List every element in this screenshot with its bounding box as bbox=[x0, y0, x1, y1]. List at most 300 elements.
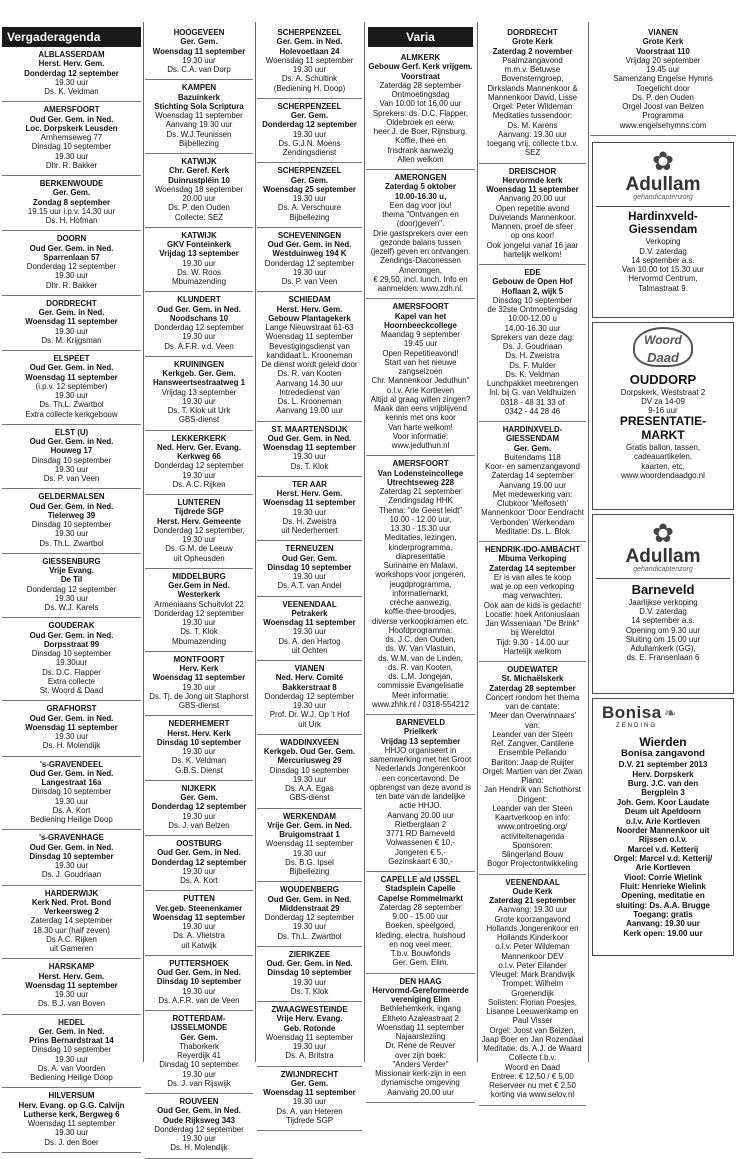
entry-line: Woensdag 11 september bbox=[155, 111, 243, 120]
ad-line: Hervormd Centrum, bbox=[628, 274, 698, 284]
entry-line: Clubkoor 'Melfoseth' bbox=[497, 499, 568, 508]
entry-line: Bruigomstraat 1 bbox=[279, 830, 340, 839]
agenda-entry bbox=[479, 164, 586, 266]
entry-place: DOORN bbox=[56, 234, 87, 244]
entry-line: Herst. Herv. Gem. bbox=[276, 489, 343, 498]
entry-line: kinderprogramma, bbox=[388, 542, 453, 552]
agenda-column-3 bbox=[257, 25, 362, 1131]
entry-line: Donderdag 12 september, bbox=[153, 525, 245, 535]
entry-line: Dinsdag 10 september bbox=[492, 295, 573, 305]
ad-lines bbox=[596, 388, 730, 416]
ad-line: Aanvang: 19.30 uur bbox=[626, 919, 700, 929]
entry-line: Donderdag 12 september bbox=[26, 262, 117, 271]
agenda-entry bbox=[479, 422, 586, 542]
entry-line: Ds. M. Karens bbox=[507, 120, 558, 130]
entry-line: GKV Fonteinkerk bbox=[166, 240, 231, 249]
ad-line: Fluit: Henrieke Wielink bbox=[620, 882, 706, 892]
entry-line: G.B.S. Dienst bbox=[175, 765, 223, 775]
ad-line: Adullamkerk (GG), bbox=[630, 644, 696, 654]
entry-line: Aanvang 19.30 uur bbox=[165, 120, 233, 130]
entry-line: Gebouw de Open Hof bbox=[492, 277, 573, 287]
entry-line: SEZ bbox=[524, 148, 541, 158]
entry-line: Dinsdag 10 september bbox=[31, 142, 112, 152]
entry-line: Ned. Herv. Comité bbox=[275, 673, 344, 683]
entry-line: Langestraat 16a bbox=[41, 778, 102, 787]
entry-line: Hartelijk welkom bbox=[503, 646, 562, 656]
entry-place: BERKENWOUDE bbox=[39, 179, 104, 188]
entry-line: Donderdag 12 september bbox=[154, 323, 244, 332]
ad-title: Wierden bbox=[639, 734, 687, 749]
entry-line: 19.30 uur bbox=[292, 194, 327, 203]
entry-line: Bovenstemgroep, bbox=[501, 74, 564, 84]
entry-line: Dinsdag 10 september bbox=[159, 1060, 239, 1070]
entry-line: Ds. M. Krijgsman bbox=[41, 335, 102, 345]
agenda-entry bbox=[366, 715, 475, 872]
entry-place: DREISCHOR bbox=[508, 166, 557, 176]
entry-line: Prins Bernardstraat 14 bbox=[29, 1036, 114, 1045]
entry-line: Maak dan eens vrijblijvend bbox=[374, 404, 467, 413]
entry-line: Ds. A. Britstra bbox=[285, 1051, 334, 1061]
entry-line: 19.30 uur bbox=[54, 990, 89, 999]
entry-line: 19.15 uur i.p.v. 14.30 uur bbox=[27, 206, 116, 216]
entry-line: Oud Ger. Gem. in Ned. bbox=[157, 1106, 241, 1116]
entry-line: Sparrenlaan 57 bbox=[43, 252, 100, 262]
entry-line: 19.30 uur bbox=[292, 627, 327, 637]
entry-line: Extra collecte bbox=[47, 676, 96, 686]
entry-line: Grote Kerk bbox=[512, 37, 553, 47]
entry-line: Tijdrede SGP bbox=[174, 507, 224, 517]
entry-line: Donderdag 12 september bbox=[262, 120, 357, 130]
entry-line: Aanvang 20.00 uur bbox=[499, 194, 566, 204]
entry-line: wat je op een verkoping bbox=[490, 582, 575, 591]
entry-line: Middenstraat 29 bbox=[279, 903, 340, 913]
entry-line: Ds. H. Zweistra bbox=[505, 351, 560, 361]
ad-title: Hardinxveld- bbox=[628, 210, 698, 223]
ad-line: Marcel v.d. Ketterij bbox=[627, 844, 699, 854]
ad-woord-en-daad bbox=[592, 322, 734, 510]
entry-line: activiteitenagenda bbox=[500, 831, 565, 841]
entry-line: Oud Ger. Gem. in Ned. bbox=[29, 768, 114, 778]
entry-line: diapresentatie bbox=[395, 551, 446, 561]
entry-line: Reserveer nu met € 2,50 bbox=[489, 1081, 576, 1090]
entry-line: Open Repetitieavond! bbox=[382, 348, 459, 358]
entry-line: Kerkweg 66 bbox=[177, 452, 221, 461]
entry-line: 19.30 uur bbox=[182, 1069, 216, 1079]
entry-line: 19.30 uur bbox=[292, 922, 327, 932]
entry-line: Leander van der Steen bbox=[492, 729, 573, 739]
entry-line: Ds. A. van Voorden bbox=[37, 1063, 106, 1073]
entry-line: 19.30 uur bbox=[292, 774, 327, 784]
agenda-entry bbox=[366, 974, 475, 1103]
entry-line: diverse verkoopkramen etc. bbox=[372, 616, 469, 626]
entry-line: Prof. Dr. W.J. Op 't Hof bbox=[269, 710, 350, 720]
entry-line: www.engelsehymns.com bbox=[619, 120, 707, 130]
entry-line: Ger. Gem. bbox=[180, 37, 218, 47]
entry-line: 19.30 uur bbox=[292, 267, 327, 277]
entry-line: Donderdag 12 september bbox=[264, 258, 355, 268]
entry-line: Ds. A. van Heteren bbox=[276, 1106, 343, 1116]
entry-line: Woord en Daad bbox=[504, 1062, 561, 1072]
entry-line: 19.30 uur bbox=[292, 701, 327, 710]
entry-line: Kerk Ned. Prot. Bond bbox=[31, 897, 112, 907]
entry-line: Rietberglaan 2 bbox=[394, 819, 447, 829]
logo-word: Daad bbox=[647, 349, 679, 365]
ad-line: Van 10.00 tot 15.30 uur bbox=[622, 265, 704, 275]
entry-line: ds. W.M. van de Linden, bbox=[378, 653, 463, 663]
entry-line: Allen welkom bbox=[397, 154, 444, 164]
entry-line: uit Katwijk bbox=[181, 940, 217, 950]
entry-line: Woensdag 11 september bbox=[263, 443, 356, 452]
entry-place: ZWIJNDRECHT bbox=[280, 1069, 339, 1079]
adullam-logo-sub: gehandicaptenzorg bbox=[633, 565, 693, 573]
entry-line: Ds. A. den Hartog bbox=[278, 636, 341, 646]
agenda-entry bbox=[145, 716, 253, 781]
entry-line: De Til bbox=[60, 575, 83, 585]
entry-line: Thema: "de Geest leidt" bbox=[378, 505, 463, 515]
entry-line: hartelijk welkom! bbox=[503, 249, 562, 259]
entry-line: Hoflaan 2, wijk 5 bbox=[501, 286, 564, 296]
agenda-entry bbox=[366, 170, 475, 299]
entry-line: Duinrustpléin 10 bbox=[168, 175, 230, 185]
entry-line: Herst. Herv. Gem. bbox=[38, 971, 105, 981]
agenda-entry bbox=[2, 701, 141, 756]
ad-line: sluiting: Ds. A.A. Brugge bbox=[616, 900, 710, 910]
agenda-entry bbox=[145, 292, 253, 357]
entry-line: Thaborkerk bbox=[179, 1041, 219, 1051]
ad-line: D.V. zaterdag bbox=[639, 246, 687, 256]
entry-line: Ds. H. Hofman bbox=[45, 216, 98, 225]
entry-line: 19.30 uur bbox=[182, 618, 216, 627]
entry-line: Ds. T. Klok bbox=[180, 627, 218, 637]
entry-place: VEENENDAAL bbox=[505, 877, 560, 887]
entry-line: Orgel: Joost van Belzen, bbox=[489, 1025, 576, 1035]
entry-line: van de cantate: bbox=[505, 702, 560, 711]
entry-line: op ons koor! bbox=[510, 231, 555, 241]
entry-line: Vrijdag 13 september bbox=[380, 736, 461, 746]
entry-line: Entree: € 12,50 / € 5,00 bbox=[491, 1071, 574, 1081]
entry-place: HARDINXVELD- bbox=[502, 425, 563, 434]
entry-line: Najaarsleziing bbox=[395, 1032, 446, 1041]
entry-line: Dinsdag 10 september bbox=[31, 649, 112, 658]
entry-line: Herv. Evang. op G.G. Calvijn bbox=[18, 1100, 125, 1110]
entry-line: Aanvang 20.00 uur bbox=[387, 1087, 454, 1097]
entry-line: Oud Ger. Gem. in Ned. bbox=[29, 842, 114, 852]
entry-line: Hoofdprogramma: bbox=[388, 625, 453, 635]
agenda-entry bbox=[2, 886, 141, 960]
entry-line: Kerkgeb. Ger. Gem. bbox=[162, 369, 236, 378]
column-rule bbox=[143, 22, 144, 1062]
entry-line: Ds. A. Kort bbox=[180, 876, 218, 885]
entry-line: Ds. D.C. Flapper bbox=[42, 667, 101, 677]
entry-line: Woensdag 11 september bbox=[25, 980, 118, 990]
entry-line: 19.30 uur bbox=[182, 866, 216, 876]
agenda-entry bbox=[2, 102, 141, 176]
entry-line: Psalmzangavond bbox=[502, 55, 563, 65]
entry-line: Ds. A.F.R. van de Veen bbox=[158, 995, 240, 1005]
section-header-varia: Varia bbox=[368, 27, 473, 47]
entry-line: Dinsdag 10 september bbox=[31, 520, 112, 529]
entry-line: Jan Wisseniaan "De Brink" bbox=[485, 619, 580, 628]
entry-line: een concertavond. De bbox=[381, 773, 460, 783]
entry-line: Dinsdag 10 september bbox=[267, 562, 352, 572]
entry-line: Hansweertsestraatweg 1 bbox=[152, 378, 246, 388]
entry-place: ZWAAGWESTEINDE bbox=[271, 1005, 348, 1014]
entry-line: Bethlehemkerk, ingang bbox=[380, 1004, 461, 1014]
entry-line: Zaterdag 5 oktober bbox=[384, 182, 457, 192]
entry-line: Hollands Jongerenkoor en bbox=[486, 923, 579, 933]
entry-line: Oud Ger. Gem. in Ned. bbox=[267, 433, 352, 443]
agenda-entry bbox=[145, 1011, 253, 1094]
ad-title: Barneveld bbox=[631, 581, 695, 597]
entry-place: HOOGEVEEN bbox=[173, 28, 225, 37]
entry-line: Ds. T. Klok uit Urk bbox=[167, 406, 231, 415]
entry-line: kandidaat L. Krooneman bbox=[266, 350, 353, 360]
entry-line: koffie-thee-broodjes, bbox=[384, 607, 457, 617]
agenda-entry bbox=[2, 1015, 141, 1089]
agenda-entry bbox=[145, 891, 253, 956]
entry-line: Verbonden' Werkendam bbox=[490, 517, 575, 527]
entry-line: ds. J.C. den Ouden, bbox=[385, 635, 456, 644]
entry-place: GRAFHORST bbox=[46, 704, 97, 714]
entry-line: Dinsdag 10 september bbox=[29, 851, 114, 861]
entry-line: Dhr. R. Bakker bbox=[45, 160, 98, 170]
entry-line: De dienst wordt geleid door bbox=[261, 360, 358, 369]
entry-line: Kerkgeb. Oud Ger. Gem. bbox=[263, 747, 356, 756]
entry-line: Mannenkoor 'Door Eendracht bbox=[481, 508, 584, 518]
column-rule bbox=[364, 22, 365, 1062]
agenda-entry bbox=[257, 597, 362, 662]
entry-line: Donderdag 12 september bbox=[154, 608, 244, 618]
entry-line: Collecte t.b.v. bbox=[508, 1053, 557, 1063]
entry-line: o.l.v. Peter Eilander bbox=[498, 960, 567, 970]
agenda-entry bbox=[145, 569, 253, 652]
entry-line: Ds. Tj. de Jong uit Staphorst bbox=[149, 691, 249, 701]
entry-line: Mbumazending bbox=[172, 277, 226, 286]
entry-line: jeugdprogramma, bbox=[389, 579, 452, 589]
entry-line: Utrechtseweg 228 bbox=[386, 477, 455, 487]
entry-line: Aanvang 19.00 uur bbox=[276, 406, 343, 416]
entry-line: 13.30 - 15.30 uur bbox=[390, 524, 451, 533]
ad-line: D.V. 21 september 2013 bbox=[618, 760, 708, 770]
entry-line: Start van het nieuwe bbox=[384, 357, 457, 367]
adullam-flower-icon: ✿ bbox=[652, 517, 674, 548]
entry-line: Jaap Boer en Jan Rozendaal bbox=[481, 1034, 584, 1044]
agenda-entry bbox=[145, 781, 253, 836]
entry-line: Toegelicht door bbox=[636, 83, 690, 93]
entry-line: IJSSELMONDE bbox=[170, 1023, 228, 1033]
entry-line: 19.30uur bbox=[55, 658, 88, 668]
agenda-entry bbox=[145, 652, 253, 717]
entry-line: kleding, electra, huishoud bbox=[375, 930, 466, 940]
agenda-entry bbox=[2, 959, 141, 1014]
entry-line: Kapel van het bbox=[394, 311, 447, 321]
entry-line: Oud Ger. Gem. bbox=[281, 553, 338, 563]
entry-line: 19.30 uur bbox=[292, 65, 327, 74]
agenda-entry bbox=[257, 292, 362, 421]
entry-line: Woensdag 11 september bbox=[486, 185, 579, 194]
entry-line: 19.30 uur bbox=[182, 986, 216, 996]
entry-line: (Bediening H. Doop) bbox=[273, 83, 346, 93]
entry-line: Boeken, speelgoed, bbox=[385, 921, 456, 931]
entry-line: www.zhhk.nl / 0318-554212 bbox=[372, 699, 469, 709]
entry-line: 19.30 uur bbox=[182, 55, 216, 65]
entry-line: Zaterdag 28 september bbox=[379, 902, 462, 912]
entry-line: ten bate van de landelijke bbox=[375, 792, 466, 801]
entry-line: Trompet: Wilhelm bbox=[501, 979, 564, 989]
entry-line: Ook jongelui vanaf 16 jaar bbox=[486, 240, 579, 250]
entry-line: crèche aanwezig, bbox=[389, 598, 452, 607]
entry-line: Ds A.C. Rijken bbox=[46, 934, 97, 944]
entry-line: Mbumazending bbox=[172, 636, 226, 646]
entry-line: Meer informatie: bbox=[391, 690, 449, 700]
entry-line: Dorpsstraat 99 bbox=[43, 639, 100, 649]
agenda-entry bbox=[257, 99, 362, 164]
entry-line: Ds. A. Schultink bbox=[281, 74, 338, 84]
entry-line: uit Opheusden bbox=[173, 553, 225, 563]
entry-line: Herst. Herv. Kerk bbox=[167, 728, 231, 738]
entry-line: 19.30 uur bbox=[292, 977, 327, 987]
entry-line: Ds. P. den Ouden bbox=[168, 203, 230, 213]
entry-line: Solisten: Florian Poesjes, bbox=[487, 997, 578, 1007]
agenda-entry bbox=[257, 163, 362, 228]
entry-line: Grote Kerk bbox=[642, 37, 684, 47]
entry-line: Ds. K. Veldman bbox=[171, 756, 227, 766]
entry-line: Ger. Gem. in Ned. bbox=[38, 308, 105, 317]
entry-line: commissie Evangelisatie bbox=[377, 681, 464, 691]
entry-line: Lisanne Leeuwenkamp en bbox=[486, 1007, 579, 1016]
entry-line: Ds. R. van Kooten bbox=[277, 369, 342, 379]
agenda-entry bbox=[2, 757, 141, 831]
ad-lines bbox=[596, 443, 730, 480]
entry-line: Oud Ger. Gem. in Ned. bbox=[29, 713, 114, 723]
entry-line: 19.30 uur bbox=[182, 922, 216, 931]
ad-line: Rijssen o.l.v. bbox=[638, 835, 688, 845]
entry-line: Dinsdag 10 september bbox=[31, 455, 112, 465]
entry-line: 19.30 uur bbox=[292, 848, 327, 858]
entry-line: Ds. K. Veldman bbox=[505, 369, 560, 379]
column-rule bbox=[588, 22, 589, 1062]
entry-line: Collecte: SEZ bbox=[174, 212, 224, 222]
entry-line: Ger.Gem in Ned. bbox=[168, 581, 230, 590]
agenda-entry bbox=[257, 882, 362, 947]
ad-lines bbox=[596, 598, 730, 663]
entry-line: 19.30 uur bbox=[54, 326, 89, 336]
entry-line: Aanvang 20.00 uur bbox=[387, 810, 454, 820]
entry-line: 19.30 uur bbox=[54, 593, 89, 603]
entry-line: Woensdag 11 september bbox=[152, 46, 246, 56]
entry-line: bij Wereldtol bbox=[510, 628, 555, 638]
entry-line: Bijbellezing bbox=[179, 138, 219, 148]
entry-line: Voorstraat 110 bbox=[636, 46, 690, 56]
entry-line: Oud Ger. Gem. in Ned. bbox=[29, 363, 114, 373]
entry-line: Ds. J. Goudriaan bbox=[502, 342, 563, 351]
entry-place: OOSTBURG bbox=[176, 839, 222, 848]
entry-line: Ds. Th.L. Zwartbol bbox=[277, 931, 342, 941]
logo-word: Woord bbox=[644, 332, 682, 347]
entry-line: thema "Ontvangen en bbox=[382, 210, 459, 219]
agenda-entry bbox=[366, 299, 475, 456]
entry-line: Ds. A.A. Egas bbox=[285, 784, 334, 793]
ad-line: Joh. Gem. Koor Laudate bbox=[616, 797, 710, 807]
entry-line: Meditaties tussendoor: bbox=[492, 111, 573, 121]
entry-line: Verkeersweg 2 bbox=[44, 907, 99, 916]
agenda-entry bbox=[479, 662, 586, 875]
entry-line: Chr. Mannenkoor Jeduthun" bbox=[371, 376, 470, 386]
entry-line: 19.30 uur bbox=[54, 861, 89, 870]
entry-line: Westerkerk bbox=[177, 590, 221, 600]
entry-line: Amerongen, bbox=[399, 265, 442, 275]
entry-line: T.b.v. Bouwfonds bbox=[390, 949, 451, 958]
agenda-entry bbox=[257, 1002, 362, 1067]
agenda-entry bbox=[2, 618, 141, 701]
entry-line: Hoornbeeckcollege bbox=[384, 320, 457, 330]
entry-line: Bevestigingsdienst van bbox=[269, 341, 350, 351]
entry-line: Dinsdag 10 september bbox=[269, 765, 350, 775]
entry-line: Reyerdijk 41 bbox=[177, 1051, 221, 1060]
varia-column-2 bbox=[479, 25, 586, 1106]
entry-line: zangseizoen bbox=[398, 367, 443, 376]
entry-place: AMERSFOORT bbox=[392, 302, 449, 312]
agenda-entry bbox=[145, 80, 253, 154]
entry-line: Sponsoren: bbox=[512, 840, 553, 850]
entry-line: Woensdag 11 september bbox=[25, 722, 118, 732]
entry-line: Ds. J. Goudriaan bbox=[41, 870, 102, 880]
entry-line: 19.30 uur bbox=[182, 1134, 216, 1143]
entry-place: 's-GRAVENDEEL bbox=[39, 759, 104, 769]
ad-line: Arie Kortleven bbox=[635, 863, 691, 873]
entry-line: 0318 - 48 31 33 of bbox=[500, 397, 565, 407]
entry-line: Oud Ger. Gem. in Ned. bbox=[29, 437, 114, 446]
entry-line: over zijn boek: bbox=[395, 1050, 446, 1060]
entry-line: heer J. de Boer, Rijnsburg. bbox=[373, 127, 468, 136]
entry-line: Ver.geb. Steenenkamer bbox=[155, 903, 243, 913]
entry-place: WOUDENBERG bbox=[280, 885, 339, 895]
entry-line: Zendingsdienst bbox=[282, 148, 337, 157]
entry-line: Nederlands Jongerenkoor bbox=[375, 764, 466, 774]
entry-place: TER AAR bbox=[292, 479, 327, 489]
entry-place: PUTTEN bbox=[183, 894, 215, 904]
entry-line: Oud. Ger. Gem. in Ned. bbox=[266, 959, 353, 968]
agenda-entry bbox=[257, 809, 362, 883]
entry-line: 19.30 uur bbox=[182, 470, 216, 480]
entry-line: Ds. A. Verschuure bbox=[277, 203, 342, 213]
entry-line: Dirigent: bbox=[517, 794, 548, 804]
entry-place: ALMKERK bbox=[400, 53, 441, 62]
entry-line: Gebouw Gerf. Kerk vrijgem. bbox=[368, 62, 473, 72]
entry-line: Inl. bij G. van Veldhuizen bbox=[489, 388, 576, 398]
entry-line: Bariton: Jaap de Ruijter bbox=[491, 757, 574, 767]
entry-line: Aanvang 19.00 uur bbox=[499, 480, 566, 490]
entry-line: Mbuma Verkoping bbox=[498, 554, 567, 564]
entry-line: Ds. J. den Boer bbox=[44, 1137, 99, 1147]
entry-line: Holevoetlaan 24 bbox=[279, 46, 340, 56]
agenda-entry bbox=[145, 836, 253, 891]
entry-line: Houweg 17 bbox=[50, 446, 93, 456]
entry-line: kennis met ons koor bbox=[385, 413, 456, 423]
entry-line: Gezinskaart € 30,- bbox=[388, 856, 453, 866]
entry-line: de 32ste Ontmoetingsdag bbox=[487, 305, 578, 314]
entry-line: 19.30 uur bbox=[182, 258, 216, 268]
entry-line: Grote koorzangavond bbox=[494, 914, 571, 924]
entry-line: Oud Ger. Gem. in Ned. bbox=[157, 304, 241, 314]
entry-line: uit Ochten bbox=[291, 645, 328, 655]
entry-line: Zaterdag 21 september bbox=[379, 487, 462, 496]
entry-line: aanmelden: www.zdh.nl. bbox=[377, 284, 464, 293]
entry-line: 19.30 uur bbox=[54, 271, 89, 281]
agenda-entry bbox=[257, 25, 362, 99]
entry-line: St. Michaëlskerk bbox=[501, 674, 564, 684]
entry-place: ROUVEEN bbox=[179, 1097, 219, 1106]
